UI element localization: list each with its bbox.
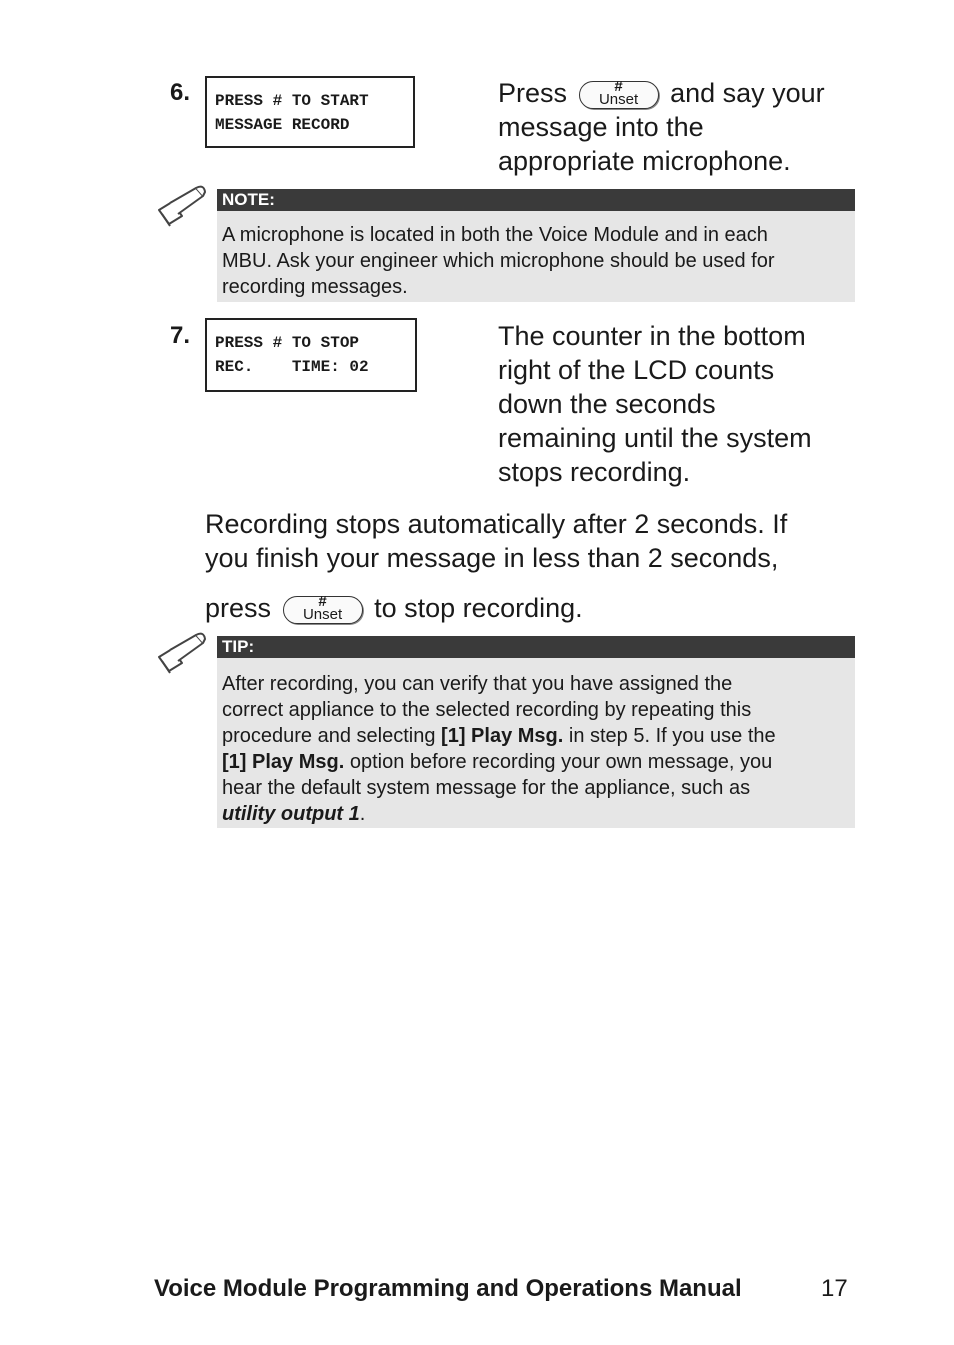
key-label: Unset [598, 90, 639, 108]
page-number: 17 [821, 1275, 848, 1302]
tip-line: correct appliance to the selected recording by repeating this [222, 699, 752, 721]
key-symbol: # [318, 592, 327, 610]
note-line: MBU. Ask your engineer which microphone should be used for [222, 250, 775, 272]
tip-text: procedure and selecting [222, 725, 442, 747]
tip-body [217, 658, 855, 829]
instruction-text: stops recording. [498, 457, 691, 487]
key-symbol: # [614, 77, 623, 95]
unset-key-icon [579, 77, 659, 109]
step-number: 7. [170, 322, 191, 349]
step-number: 6. [170, 79, 191, 106]
emphasis-text: utility output 1 [222, 803, 360, 825]
note-box [217, 189, 855, 302]
tip-line: After recording, you can verify that you have assigned the [222, 673, 733, 695]
step-instruction [498, 319, 898, 489]
instruction-text: down the seconds [498, 389, 716, 419]
note-line: recording messages. [222, 276, 408, 298]
lcd-line: REC. TIME: 02 [215, 358, 369, 376]
paragraph-text: to stop recording. [374, 593, 583, 623]
tip-line: hear the default system message for the appliance, such as [222, 777, 751, 799]
pencil-note-icon [156, 182, 208, 232]
lcd-display [205, 318, 417, 392]
instruction-text: appropriate microphone. [498, 146, 791, 176]
tip-box [217, 636, 855, 828]
note-line: A microphone is located in both the Voice Module and in each [222, 224, 768, 246]
unset-key-icon [283, 592, 363, 624]
menu-option-ref: [1] Play Msg. [441, 725, 564, 747]
tip-text: in step 5. If you use the [563, 725, 776, 747]
tip-header: TIP: [217, 636, 855, 658]
step-instruction [498, 76, 898, 178]
paragraph-text: press [205, 593, 272, 623]
lcd-line: MESSAGE RECORD [215, 116, 350, 134]
tip-text: . [359, 803, 366, 825]
note-body [217, 211, 855, 302]
pencil-note-icon [156, 629, 208, 679]
instruction-text: The counter in the bottom [498, 321, 806, 351]
paragraph-line: Recording stops automatically after 2 seconds. If [205, 509, 788, 539]
instruction-text: message into the [498, 112, 704, 142]
instruction-text: Press [498, 78, 568, 108]
tip-text: option before recording your own message, you [344, 751, 773, 773]
lcd-line: PRESS # TO STOP [215, 334, 360, 352]
instruction-text: right of the LCD counts [498, 355, 775, 385]
paragraph-line: you finish your message in less than 2 seconds, [205, 543, 779, 573]
lcd-line: PRESS # TO START [215, 92, 369, 110]
note-header: NOTE: [217, 189, 855, 211]
recording-paragraph [205, 507, 905, 625]
instruction-text: remaining until the system [498, 423, 812, 453]
key-label: Unset [302, 605, 343, 623]
menu-option-ref: [1] Play Msg. [222, 751, 345, 773]
footer-title: Voice Module Programming and Operations Manual [154, 1275, 742, 1302]
instruction-text: and say your [670, 78, 825, 108]
lcd-display [205, 76, 415, 148]
